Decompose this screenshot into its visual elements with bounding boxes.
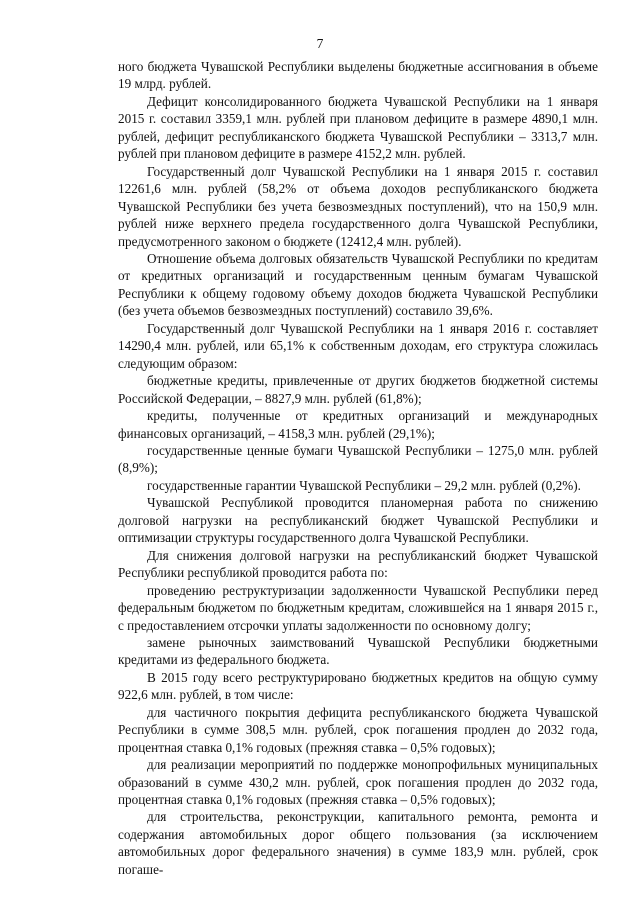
page-number: 7 [316, 36, 324, 51]
paragraph-measures-intro: Для снижения долговой нагрузки на республиканский бюджет Чувашской Республики республикой проводится работа по: [118, 547, 598, 581]
list-item-bank-credits: кредиты, полученные от кредитных организаций и международных финансовых организаций, – 4158,3 млн. рублей (29,1%); [118, 408, 598, 441]
paragraph-debt-ratio: Отношение объема долговых обязательств Чувашской Республики по кредитам от кредитных организаций и государственным ценным бумагам Чувашской Республики к общему годовому объему доходов бюджета Чувашской Республики (без учета объемов безвозмездных поступлений) составило 39,6%. [118, 250, 598, 319]
list-item-deficit-coverage: для частичного покрытия дефицита республиканского бюджета Чувашской Республики в сумме 308,5 млн. рублей, срок погашения продлен до 2032 года, процентная ставка 0,1% годовых (прежняя ставка – 0,5% годовых); [118, 704, 598, 755]
list-item-budget-credits: бюджетные кредиты, привлеченные от других бюджетов бюджетной системы Российской Федерации, – 8827,9 млн. рублей (61,8%); [118, 373, 598, 406]
body-text [118, 58, 598, 878]
list-item-roads: для строительства, реконструкции, капитального ремонта, ремонта и содержания автомобильных дорог общего пользования (за исключением автомобильных дорог федерального значения) в сумме 183,9 млн. рублей, срок погаше- [118, 809, 598, 877]
paragraph-state-debt-2015: Государственный долг Чувашской Республики на 1 января 2015 г. составил 12261,6 млн. рублей (58,2% от объема доходов республиканского бюджета Чувашской Республики без учета безвозмездных поступлений), что на 150,9 млн. рублей ниже верхнего предела государственного долга Чувашской Республики, предусмотренного законом о бюджете (12412,4 млн. рублей). [118, 163, 598, 249]
paragraph-debt-reduction: Чувашской Республикой проводится планомерная работа по снижению долговой нагрузки на республиканский бюджет Чувашской Республики и оптимизации структуры государственного долга Чувашской Республики. [118, 495, 598, 546]
paragraph-deficit: Дефицит консолидированного бюджета Чувашской Республики на 1 января 2015 г. составил 3359,1 млн. рублей при плановом дефиците в размере 4890,1 млн. рублей, дефицит республиканского бюджета Чувашской Республики – 3313,7 млн. рублей при плановом дефиците в размере 4152,2 млн. рублей. [118, 93, 598, 162]
paragraph-state-debt-2016: Государственный долг Чувашской Республики на 1 января 2016 г. составляет 14290,4 млн. рублей, или 65,1% к собственным доходам, его структура сложилась следующим образом: [118, 320, 598, 371]
list-item-restructuring: проведению реструктуризации задолженности Чувашской Республики перед федеральным бюджетом по бюджетным кредитам, сложившейся на 1 января 2015 г., с предоставлением отсрочки уплаты задолженности по основному долгу; [118, 582, 598, 633]
list-item-monotowns: для реализации мероприятий по поддержке монопрофильных муниципальных образований в сумме 430,2 млн. рублей, срок погашения продлен до 2032 года, процентная ставка 0,1% годовых (прежняя ставка – 0,5% годовых); [118, 757, 598, 808]
paragraph-restructured-2015: В 2015 году всего реструктурировано бюджетных кредитов на общую сумму 922,6 млн. рублей, в том числе: [118, 669, 598, 703]
list-item-guarantees: государственные гарантии Чувашской Республики – 29,2 млн. рублей (0,2%). [147, 477, 581, 493]
list-item-replacement: замене рыночных заимствований Чувашской Республики бюджетными кредитами из федерального бюджета. [118, 634, 598, 668]
paragraph-continuation: ного бюджета Чувашской Республики выделены бюджетные ассигнования в объеме 19 млрд. рублей. [118, 59, 598, 92]
list-item-securities: государственные ценные бумаги Чувашской Республики – 1275,0 млн. рублей (8,9%); [118, 442, 598, 476]
